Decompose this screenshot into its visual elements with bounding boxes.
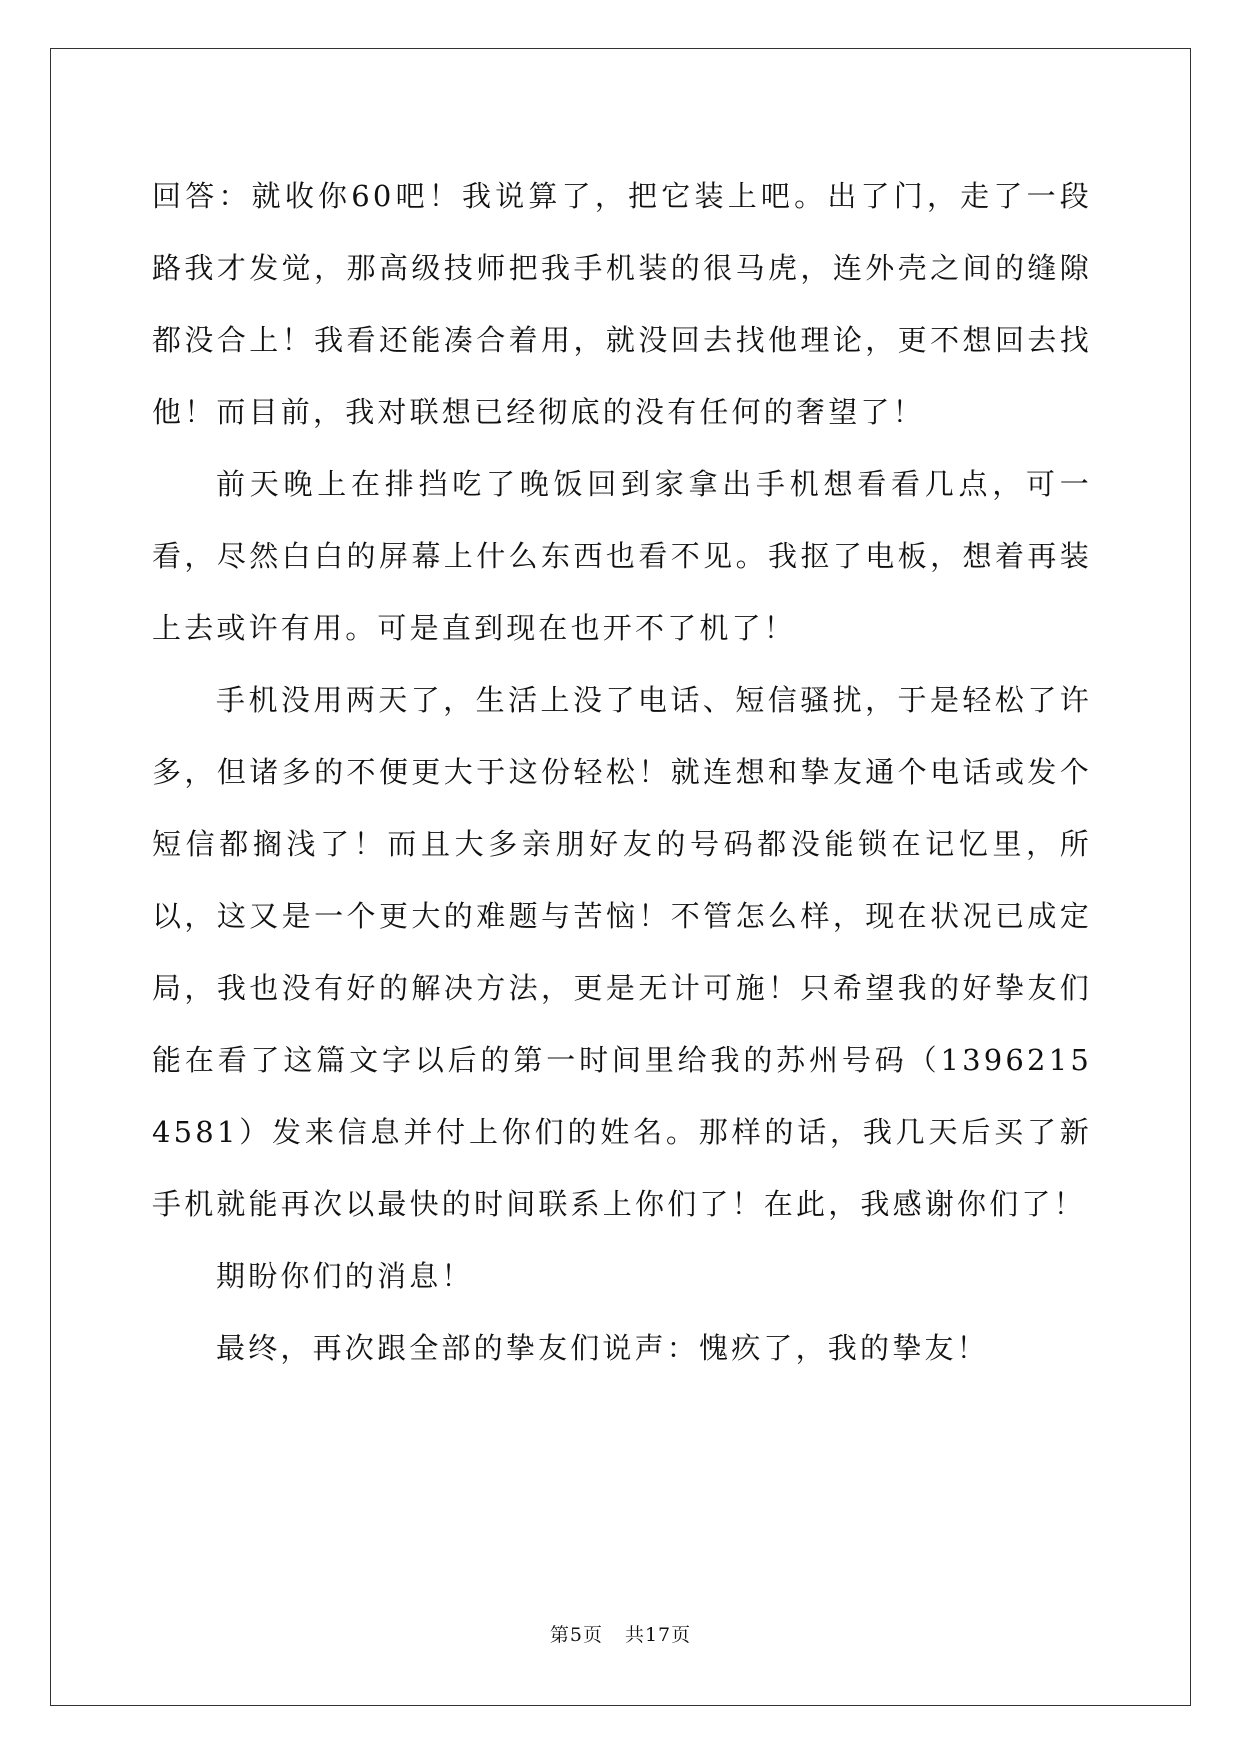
page-total: 共17页 [624, 1624, 692, 1646]
page-number: 第5页 [549, 1624, 603, 1646]
paragraph-1: 回答：就收你60吧！我说算了，把它装上吧。出了门，走了一段路我才发觉，那高级技师把我手机装的很马虎，连外壳之间的缝隙都没合上！我看还能凑合着用，就没回去找他理论，更不想回去找他！而目前，我对联想已经彻底的没有任何的奢望了！ [152, 179, 1092, 429]
paragraph-3: 手机没用两天了，生活上没了电话、短信骚扰，于是轻松了许多，但诸多的不便更大于这份轻松！就连想和挚友通个电话或发个短信都搁浅了！而且大多亲朋好友的号码都没能锁在记忆里，所以，这又是一个更大的难题与苦恼！不管怎么样，现在状况已成定局，我也没有好的解决方法，更是无计可施！只希望我的好挚友们能在看了这篇文字以后的第一时间里给我的苏州号码（13962154581）发来信息并付上你们的姓名。那样的话，我几天后买了新手机就能再次以最快的时间联系上你们了！在此，我感谢你们了！ [152, 683, 1092, 1221]
page-footer [0, 1620, 1241, 1647]
paragraph-5: 最终，再次跟全部的挚友们说声：愧疚了，我的挚友！ [216, 1331, 989, 1365]
paragraph-2: 前天晚上在排挡吃了晚饭回到家拿出手机想看看几点，可一看，尽然白白的屏幕上什么东西也看不见。我抠了电板，想着再装上去或许有用。可是直到现在也开不了机了！ [152, 467, 1092, 645]
paragraph-4: 期盼你们的消息！ [216, 1259, 474, 1293]
document-body [152, 160, 1092, 1384]
